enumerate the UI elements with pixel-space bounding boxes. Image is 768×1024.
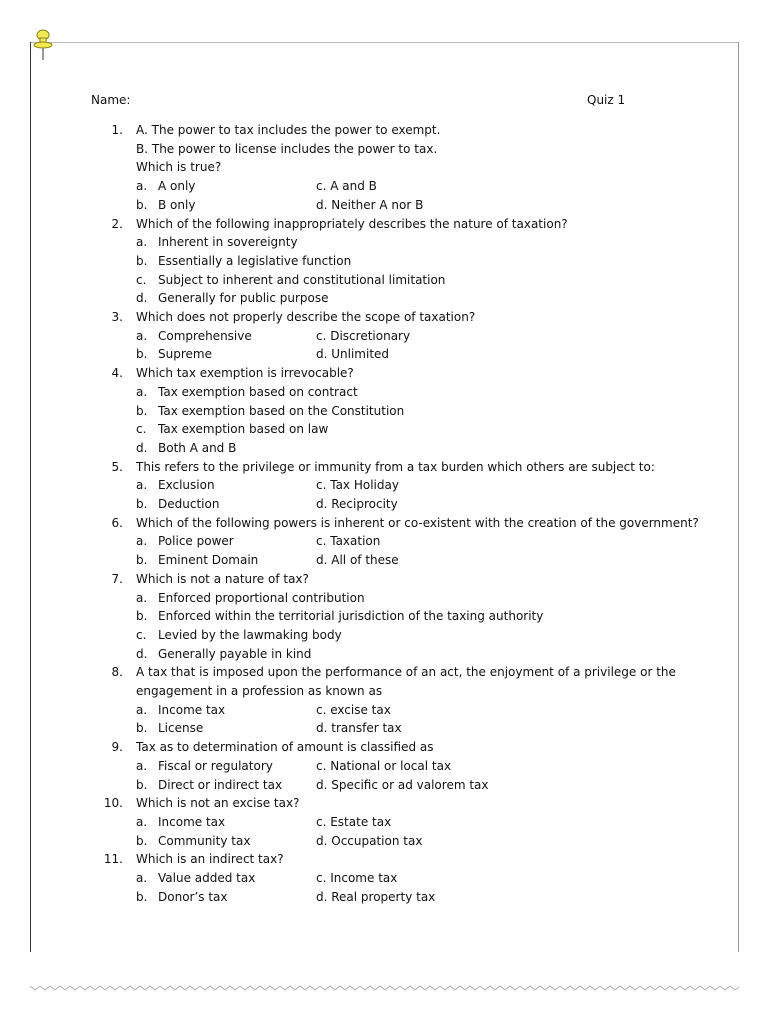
- choice-text: Both A and B: [158, 440, 237, 455]
- choice-text: d. Occupation tax: [316, 833, 423, 848]
- choice-letter: b.: [136, 721, 148, 736]
- question-number: 1.: [111, 123, 123, 137]
- choice-text: Income tax: [158, 702, 226, 717]
- choice-text: Tax exemption based on the Constitution: [158, 403, 405, 418]
- choice-text: d. Unlimited: [316, 347, 390, 362]
- question-text: Which tax exemption is irrevocable?: [136, 366, 354, 381]
- choice-text: c. Discretionary: [316, 328, 411, 343]
- question-number: 7.: [111, 571, 123, 586]
- question-text: Which is an indirect tax?: [136, 852, 284, 867]
- question-text: B. The power to license includes the power to tax.: [136, 141, 438, 156]
- choice-letter: d.: [136, 440, 148, 455]
- choice-text: Inherent in sovereignty: [158, 235, 298, 250]
- question-text: Which of the following inappropriately describes the nature of taxation?: [136, 216, 568, 231]
- choice-text: Community tax: [158, 833, 251, 848]
- choice-letter: a.: [136, 179, 148, 194]
- choice-text: Comprehensive: [158, 328, 252, 343]
- choice-letter: c.: [136, 627, 147, 642]
- choice-letter: b.: [136, 889, 148, 904]
- choice-letter: c.: [136, 272, 147, 287]
- choice-letter: a.: [136, 384, 148, 399]
- choice-text: Direct or indirect tax: [158, 777, 283, 792]
- question-number: 2.: [111, 216, 123, 231]
- choice-text: Subject to inherent and constitutional limitation: [158, 272, 446, 287]
- choice-text: Tax exemption based on contract: [158, 384, 358, 399]
- choice-text: Tax exemption based on law: [158, 422, 329, 437]
- choice-letter: b.: [136, 403, 148, 418]
- choice-text: c. A and B: [316, 179, 377, 194]
- question-text: Which is not an excise tax?: [136, 796, 300, 811]
- choice-letter: d.: [136, 646, 148, 661]
- question-text: engagement in a profession as known as: [136, 684, 383, 698]
- choice-text: Exclusion: [158, 478, 215, 493]
- choice-letter: b.: [136, 553, 148, 568]
- choice-letter: a.: [136, 702, 148, 717]
- question-number: 8.: [111, 665, 123, 680]
- question-number: 6.: [111, 515, 123, 530]
- choice-text: B only: [158, 197, 196, 212]
- choice-text: d. Specific or ad valorem tax: [316, 777, 489, 792]
- choice-letter: a.: [136, 328, 148, 343]
- choice-text: Generally payable in kind: [158, 646, 312, 661]
- choice-text: d. Real property tax: [316, 889, 436, 904]
- choice-letter: b.: [136, 197, 148, 212]
- question-text: A. The power to tax includes the power to exempt.: [136, 123, 441, 137]
- question-text: This refers to the privilege or immunity from a tax burden which others are subject to:: [136, 459, 655, 474]
- question-number: 5.: [111, 459, 123, 474]
- choice-text: Deduction: [158, 497, 220, 511]
- choice-letter: a.: [136, 758, 148, 773]
- choice-letter: c.: [136, 422, 147, 437]
- choice-text: Income tax: [158, 814, 226, 829]
- choice-letter: a.: [136, 814, 148, 829]
- choice-text: c. Income tax: [316, 871, 398, 885]
- question-text: Which is true?: [136, 160, 222, 175]
- choice-text: c. Taxation: [316, 534, 381, 549]
- choice-letter: b.: [136, 497, 148, 511]
- choice-text: c. excise tax: [316, 702, 391, 717]
- question-number: 3.: [111, 310, 123, 324]
- choice-text: Eminent Domain: [158, 553, 259, 568]
- choice-text: Enforced proportional contribution: [158, 590, 365, 605]
- choice-text: d. Reciprocity: [316, 497, 398, 511]
- choice-letter: d.: [136, 291, 148, 306]
- choice-letter: a.: [136, 590, 148, 605]
- choice-text: d. transfer tax: [316, 721, 402, 736]
- choice-text: Essentially a legislative function: [158, 253, 352, 268]
- choice-letter: b.: [136, 777, 148, 792]
- question-number: 10.: [103, 796, 123, 811]
- choice-text: Levied by the lawmaking body: [158, 627, 342, 642]
- question-text: Which is not a nature of tax?: [136, 571, 309, 586]
- choice-text: d. Neither A nor B: [316, 197, 424, 212]
- choice-letter: b.: [136, 253, 148, 268]
- question-number: 4.: [111, 366, 123, 381]
- question-number: 9.: [111, 740, 123, 755]
- choice-text: Supreme: [158, 347, 212, 362]
- choice-text: Value added tax: [158, 871, 256, 885]
- choice-letter: a.: [136, 478, 148, 493]
- choice-letter: a.: [136, 871, 148, 885]
- question-text: A tax that is imposed upon the performance of an act, the enjoyment of a privilege or the: [136, 665, 676, 680]
- choice-text: c. Estate tax: [316, 814, 392, 829]
- question-text: Which does not properly describe the scope of taxation?: [136, 310, 476, 324]
- question-number: 11.: [103, 852, 123, 867]
- choice-letter: a.: [136, 235, 148, 250]
- choice-text: c. National or local tax: [316, 758, 452, 773]
- choice-text: License: [158, 721, 204, 736]
- choice-text: A only: [158, 179, 196, 194]
- choice-text: Generally for public purpose: [158, 291, 329, 306]
- question-text: Tax as to determination of amount is classified as: [136, 740, 434, 755]
- choice-text: Police power: [158, 534, 234, 549]
- choice-letter: b.: [136, 609, 148, 624]
- quiz-title: Quiz 1: [587, 93, 626, 107]
- question-text: Which of the following powers is inherent or co-existent with the creation of the government?: [136, 515, 699, 530]
- choice-text: c. Tax Holiday: [316, 478, 399, 493]
- choice-letter: a.: [136, 534, 148, 549]
- choice-letter: b.: [136, 347, 148, 362]
- choice-letter: b.: [136, 833, 148, 848]
- choice-text: d. All of these: [316, 553, 399, 568]
- choice-text: Enforced within the territorial jurisdiction of the taxing authority: [158, 609, 544, 624]
- choice-text: Fiscal or regulatory: [158, 758, 273, 773]
- name-label: Name:: [91, 93, 131, 107]
- choice-text: Donor’s tax: [158, 889, 228, 904]
